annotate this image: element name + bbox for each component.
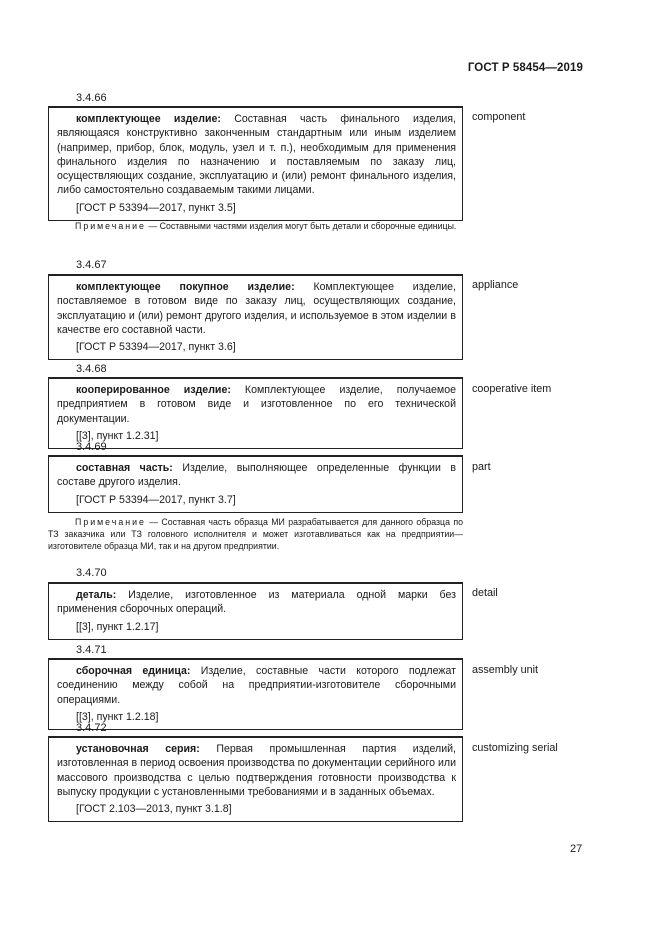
term-definition [57, 112, 456, 198]
term-definition-text: Первая промышленная партия изделий, изготовленная в период освоения производства по документации серийного или массового производства с целью подтверждения готовности производства к выпуску продукции с установленными требованиями и в заданных объемах. [57, 743, 456, 798]
note [48, 516, 463, 552]
term-number: 3.4.71 [76, 644, 107, 656]
term-title: установочная серия: [76, 743, 200, 755]
term-source: [[3], пункт 1.2.31] [76, 429, 159, 442]
term-definition [57, 664, 456, 707]
term-number: 3.4.72 [76, 722, 107, 734]
term-source: [ГОСТ 2.103—2013, пункт 3.1.8] [76, 803, 232, 816]
term-number: 3.4.66 [76, 92, 107, 104]
term-entry-customizing-serial [48, 736, 463, 822]
page-number: 27 [570, 843, 583, 855]
term-definition [57, 383, 456, 426]
note-label: Примечание [75, 517, 146, 527]
term-entry-assembly-unit [48, 658, 463, 730]
note-text: — Составная часть образца МИ разрабатывается для данного образца по ТЗ заказчика или ТЗ головного исполнителя и может изготавливаться как на предприятии—изготовителе образца МИ, так и на другом предприятии. [48, 517, 463, 551]
term-definition-text: Изделие, составные части которого подлежат соединению между собой на предприятии-изготовителе сборочными операциями. [57, 665, 456, 706]
term-english: part [472, 461, 491, 473]
term-number: 3.4.69 [76, 441, 107, 453]
term-english: detail [472, 587, 498, 599]
term-entry-appliance [48, 274, 463, 360]
term-source: [[3], пункт 1.2.18] [76, 710, 159, 723]
term-english: assembly unit [472, 664, 539, 676]
term-title: деталь: [76, 589, 117, 601]
note [48, 220, 463, 232]
term-title: кооперированное изделие: [76, 384, 231, 396]
term-entry-cooperative-item [48, 377, 463, 449]
term-definition [57, 461, 456, 490]
term-entry-part [48, 455, 463, 513]
term-definition-text: Изделие, выполняющее определенные функции в составе другого изделия. [57, 462, 456, 489]
term-title: комплектующее покупное изделие: [76, 281, 295, 293]
term-entry-detail [48, 582, 463, 640]
term-english: component [472, 111, 526, 123]
term-definition [57, 742, 456, 799]
term-definition-text: Составная часть финального изделия, являющаяся конструктивно законченным стандартным или иным изделием (например, прибор, блок, модуль, узел и т. п.), необходимым для применения финального изделия по назначению и поставляемым по заказу лиц, осуществляющих создание, эксплуатацию и (или) ремонт финального изделия, либо самостоятельно создаваемым такими лицами. [57, 113, 456, 197]
term-definition-text: Изделие, изготовленное из материала одной марки без применения сборочных операций. [57, 589, 456, 616]
term-source: [ГОСТ Р 53394—2017, пункт 3.7] [76, 493, 236, 506]
term-number: 3.4.67 [76, 259, 107, 271]
term-definition [57, 280, 456, 337]
term-definition-text: Комплектующее изделие, получаемое предприятием в готовом виде и изготовленное по его технической документации. [57, 384, 456, 425]
term-number: 3.4.68 [76, 363, 107, 375]
term-number: 3.4.70 [76, 567, 107, 579]
term-title: сборочная единица: [76, 665, 191, 677]
term-english: customizing serial [472, 742, 558, 754]
note-text: — Составными частями изделия могут быть детали и сборочные единицы. [145, 221, 457, 231]
term-source: [ГОСТ Р 53394—2017, пункт 3.6] [76, 341, 236, 354]
term-entry-component [48, 106, 463, 221]
term-source: [ГОСТ Р 53394—2017, пункт 3.5] [76, 201, 236, 214]
term-definition-text: Комплектующее изделие, поставляемое в готовом виде по заказу лиц, осуществляющих создание, эксплуатацию и (или) ремонт другого изделия, и используемое в этом изделии в качестве его составной части. [57, 281, 457, 336]
note-label: Примечание [75, 221, 146, 231]
term-english: appliance [472, 279, 519, 291]
term-title: составная часть: [76, 462, 173, 474]
standard-designation: ГОСТ Р 58454—2019 [467, 62, 583, 74]
term-source: [[3], пункт 1.2.17] [76, 620, 159, 633]
term-english: cooperative item [472, 383, 552, 395]
term-definition [57, 588, 456, 617]
term-title: комплектующее изделие: [76, 113, 221, 125]
